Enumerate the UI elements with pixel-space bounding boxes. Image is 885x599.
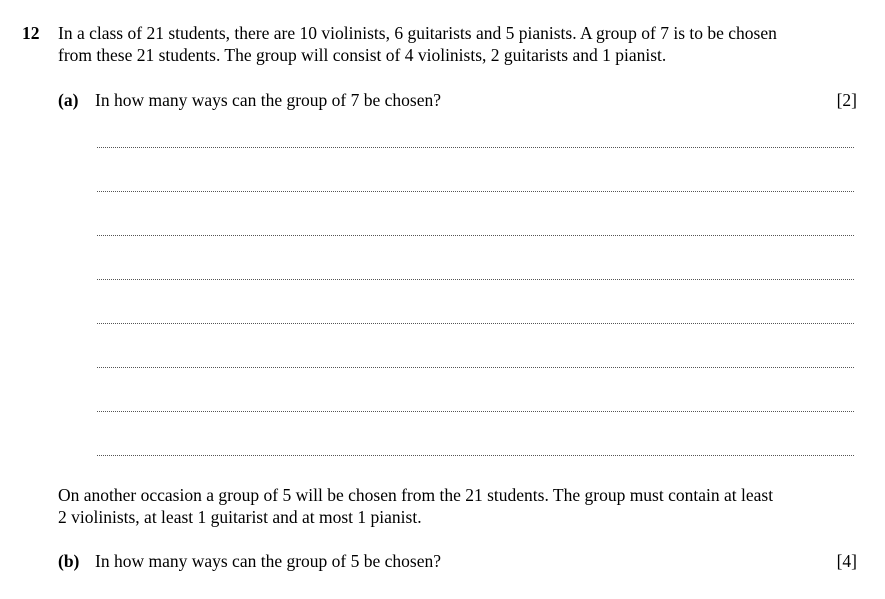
part-a-question: In how many ways can the group of 7 be chosen? xyxy=(95,90,442,110)
part-b-question: In how many ways can the group of 5 be chosen? xyxy=(95,551,442,571)
answer-line[interactable] xyxy=(97,147,854,148)
part-a-label: (a) xyxy=(58,90,79,110)
part-b-context-line-2: 2 violinists, at least 1 guitarist and at most 1 pianist. xyxy=(58,507,422,527)
part-b-context-line-1: On another occasion a group of 5 will be chosen from the 21 students. The group must contain at least xyxy=(58,485,774,505)
part-b-marks: [4] xyxy=(836,551,857,571)
answer-line[interactable] xyxy=(97,411,854,412)
answer-line[interactable] xyxy=(97,235,854,236)
answer-line[interactable] xyxy=(97,279,854,280)
question-stem-line-2: from these 21 students. The group will consist of 4 violinists, 2 guitarists and 1 pianist. xyxy=(58,45,667,65)
answer-line[interactable] xyxy=(97,367,854,368)
part-b-label: (b) xyxy=(58,551,80,571)
question-stem-line-1: In a class of 21 students, there are 10 violinists, 6 guitarists and 5 pianists. A group of 7 is to be chosen xyxy=(58,23,777,43)
answer-line[interactable] xyxy=(97,455,854,456)
answer-line[interactable] xyxy=(97,191,854,192)
question-number: 12 xyxy=(22,23,40,43)
part-a-marks: [2] xyxy=(836,90,857,110)
answer-line[interactable] xyxy=(97,323,854,324)
